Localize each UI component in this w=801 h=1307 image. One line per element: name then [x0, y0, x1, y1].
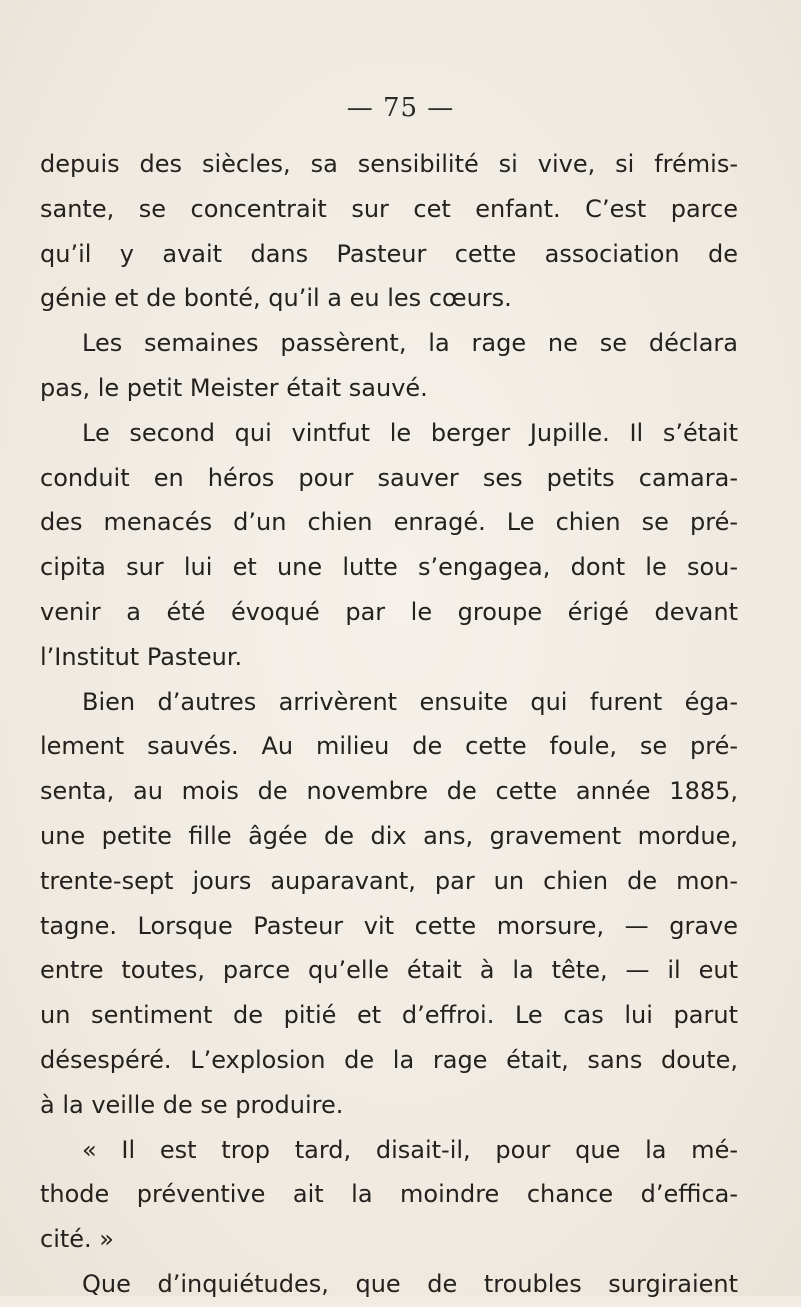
text-line: un sentiment de pitié et d’effroi. Le cas lui parut: [40, 1001, 738, 1030]
text-line: une petite fille âgée de dix ans, gravement mordue,: [40, 821, 738, 850]
text-line: lement sauvés. Au milieu de cette foule, se pré-: [40, 732, 738, 761]
text-line: Que d’inquiétudes, que de troubles surgiraient: [82, 1269, 738, 1298]
text-line: senta, au mois de novembre de cette année 1885,: [40, 777, 738, 806]
page-number: — 75 —: [346, 93, 455, 123]
text-line: génie et de bonté, qu’il a eu les cœurs.: [40, 284, 512, 313]
text-line: « Il est trop tard, disait-il, pour que la mé-: [82, 1135, 738, 1164]
text-line: Le second qui vintfut le berger Jupille. Il s’était: [82, 418, 738, 447]
text-line: entre toutes, parce qu’elle était à la tête, — il eut: [40, 956, 738, 985]
text-line: thode préventive ait la moindre chance d’effica-: [40, 1180, 738, 1209]
text-line: conduit en héros pour sauver ses petits camara-: [40, 463, 738, 492]
text-line: qu’il y avait dans Pasteur cette association de: [40, 239, 738, 268]
body-text: [40, 142, 738, 1307]
text-line: sante, se concentrait sur cet enfant. C’est parce: [40, 194, 738, 223]
text-line: pas, le petit Meister était sauvé.: [40, 373, 428, 402]
text-line: cité. »: [40, 1225, 114, 1254]
text-line: cipita sur lui et une lutte s’engagea, dont le sou-: [40, 553, 738, 582]
text-line: trente-sept jours auparavant, par un chien de mon-: [40, 866, 738, 895]
text-line: venir a été évoqué par le groupe érigé devant: [40, 597, 738, 626]
text-line: désespéré. L’explosion de la rage était, sans doute,: [40, 1045, 738, 1074]
text-line: Les semaines passèrent, la rage ne se déclara: [82, 329, 738, 358]
text-line: des menacés d’un chien enragé. Le chien se pré-: [40, 508, 738, 537]
text-line: à la veille de se produire.: [40, 1090, 344, 1119]
text-line: tagne. Lorsque Pasteur vit cette morsure, — grave: [40, 911, 738, 940]
text-line: l’Institut Pasteur.: [40, 642, 243, 671]
text-line: depuis des siècles, sa sensibilité si vive, si frémis-: [40, 150, 738, 178]
text-line: Bien d’autres arrivèrent ensuite qui furent éga-: [82, 687, 738, 716]
